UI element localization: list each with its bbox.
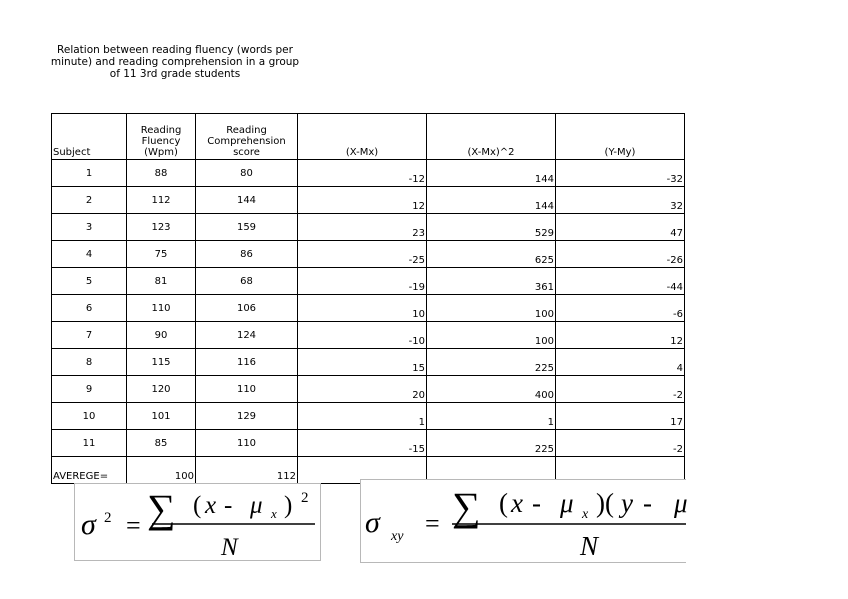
variance-formula — [74, 483, 321, 561]
average-label[interactable]: AVEREGE= — [52, 457, 127, 484]
x-deviation-squared-cell[interactable]: 400 — [427, 376, 556, 403]
covariance-formula — [360, 479, 686, 563]
sheet-title: Relation between reading fluency (words per minute) and reading comprehension in a group of 11 3rd grade students — [50, 44, 300, 80]
table-row — [52, 241, 685, 268]
x-deviation-cell[interactable]: -19 — [298, 268, 427, 295]
fluency-cell[interactable]: 81 — [127, 268, 196, 295]
table-row — [52, 268, 685, 295]
subject-cell[interactable]: 3 — [52, 214, 127, 241]
x-deviation-squared-cell[interactable]: 1 — [427, 403, 556, 430]
subject-cell[interactable]: 6 — [52, 295, 127, 322]
formula-denominator: N — [221, 534, 238, 561]
comprehension-cell[interactable]: 68 — [196, 268, 298, 295]
formula-mu-subscript: x — [271, 506, 277, 521]
formula-x: x — [511, 488, 523, 518]
y-deviation-cell[interactable]: -44 — [556, 268, 685, 295]
subject-cell[interactable]: 8 — [52, 349, 127, 376]
table-row — [52, 295, 685, 322]
y-deviation-cell[interactable]: -32 — [556, 160, 685, 187]
comprehension-cell[interactable]: 159 — [196, 214, 298, 241]
formula-y: y — [621, 488, 633, 518]
formula-open-paren: ( — [499, 488, 508, 518]
header-row — [52, 114, 685, 160]
y-deviation-cell[interactable]: -2 — [556, 376, 685, 403]
subject-cell[interactable]: 11 — [52, 430, 127, 457]
fluency-cell[interactable]: 123 — [127, 214, 196, 241]
x-deviation-squared-cell[interactable]: 100 — [427, 322, 556, 349]
formula-sum: ∑ — [452, 484, 481, 529]
formula-denominator: N — [580, 531, 599, 561]
x-deviation-squared-cell[interactable]: 225 — [427, 430, 556, 457]
x-deviation-squared-cell[interactable]: 144 — [427, 160, 556, 187]
table-row — [52, 376, 685, 403]
header-x-deviation[interactable]: (X-Mx) — [298, 114, 427, 160]
formula-minus: - — [532, 488, 541, 518]
comprehension-cell[interactable]: 144 — [196, 187, 298, 214]
subject-cell[interactable]: 1 — [52, 160, 127, 187]
y-deviation-cell[interactable]: 12 — [556, 322, 685, 349]
header-y-deviation[interactable]: (Y-My) — [556, 114, 685, 160]
formula-minus-2: - — [643, 488, 652, 518]
subject-cell[interactable]: 5 — [52, 268, 127, 295]
fluency-cell[interactable]: 120 — [127, 376, 196, 403]
formula-mu: μ — [250, 492, 263, 519]
table-row — [52, 322, 685, 349]
x-deviation-cell[interactable]: 10 — [298, 295, 427, 322]
comprehension-cell[interactable]: 116 — [196, 349, 298, 376]
x-deviation-cell[interactable]: 1 — [298, 403, 427, 430]
formula-sigma: σ — [365, 506, 380, 539]
x-deviation-squared-cell[interactable]: 361 — [427, 268, 556, 295]
y-deviation-cell[interactable]: 32 — [556, 187, 685, 214]
comprehension-cell[interactable]: 110 — [196, 376, 298, 403]
comprehension-cell[interactable]: 106 — [196, 295, 298, 322]
x-deviation-cell[interactable]: 23 — [298, 214, 427, 241]
comprehension-cell[interactable]: 124 — [196, 322, 298, 349]
x-deviation-cell[interactable]: -12 — [298, 160, 427, 187]
table-row — [52, 430, 685, 457]
fluency-cell[interactable]: 101 — [127, 403, 196, 430]
y-deviation-cell[interactable]: -6 — [556, 295, 685, 322]
comprehension-cell[interactable]: 129 — [196, 403, 298, 430]
x-deviation-cell[interactable]: -15 — [298, 430, 427, 457]
y-deviation-cell[interactable]: 47 — [556, 214, 685, 241]
table-row — [52, 187, 685, 214]
x-deviation-squared-cell[interactable]: 625 — [427, 241, 556, 268]
header-reading-fluency[interactable]: Reading Fluency (Wpm) — [127, 114, 196, 160]
x-deviation-cell[interactable]: -25 — [298, 241, 427, 268]
table-row — [52, 349, 685, 376]
x-deviation-squared-cell[interactable]: 529 — [427, 214, 556, 241]
y-deviation-cell[interactable]: -26 — [556, 241, 685, 268]
y-deviation-cell[interactable]: 4 — [556, 349, 685, 376]
formula-mu-2: μ — [674, 488, 688, 518]
formula-minus: - — [224, 492, 233, 519]
formula-sum: ∑ — [147, 486, 176, 531]
subject-cell[interactable]: 4 — [52, 241, 127, 268]
formula-equals: = — [425, 509, 440, 538]
data-table — [51, 113, 685, 484]
header-x-deviation-squared[interactable]: (X-Mx)^2 — [427, 114, 556, 160]
x-deviation-cell[interactable]: -10 — [298, 322, 427, 349]
subject-cell[interactable]: 10 — [52, 403, 127, 430]
formula-mid-parens: )( — [596, 488, 614, 518]
average-fluency[interactable]: 100 — [127, 457, 196, 484]
formula-mu-subscript: x — [582, 507, 589, 522]
comprehension-cell[interactable]: 80 — [196, 160, 298, 187]
header-subject[interactable]: Subject — [52, 114, 127, 160]
x-deviation-squared-cell[interactable]: 225 — [427, 349, 556, 376]
table-row — [52, 403, 685, 430]
formula-close-paren: ) — [284, 492, 293, 519]
fluency-cell[interactable]: 110 — [127, 295, 196, 322]
fluency-cell[interactable]: 90 — [127, 322, 196, 349]
formula-x: x — [205, 492, 217, 519]
formula-equals: = — [126, 511, 141, 540]
subject-cell[interactable]: 9 — [52, 376, 127, 403]
subject-cell[interactable]: 2 — [52, 187, 127, 214]
formula-sigma-subscript: xy — [391, 529, 404, 544]
y-deviation-cell[interactable]: -2 — [556, 430, 685, 457]
comprehension-cell[interactable]: 110 — [196, 430, 298, 457]
formula-exponent: 2 — [104, 510, 112, 526]
fluency-cell[interactable]: 115 — [127, 349, 196, 376]
x-deviation-squared-cell[interactable]: 144 — [427, 187, 556, 214]
formula-sigma: σ — [81, 508, 96, 541]
x-deviation-squared-cell[interactable]: 100 — [427, 295, 556, 322]
formula-open-paren: ( — [193, 492, 202, 519]
subject-cell[interactable]: 7 — [52, 322, 127, 349]
y-deviation-cell[interactable]: 17 — [556, 403, 685, 430]
formula-mu: μ — [560, 488, 574, 518]
formula-paren-exponent: 2 — [301, 490, 309, 506]
fluency-cell[interactable]: 75 — [127, 241, 196, 268]
average-comprehension[interactable]: 112 — [196, 457, 298, 484]
header-comprehension-score[interactable]: Reading Comprehension score — [196, 114, 298, 160]
table-row — [52, 160, 685, 187]
table-row — [52, 214, 685, 241]
comprehension-cell[interactable]: 86 — [196, 241, 298, 268]
x-deviation-cell[interactable]: 12 — [298, 187, 427, 214]
x-deviation-cell[interactable]: 15 — [298, 349, 427, 376]
fluency-cell[interactable]: 88 — [127, 160, 196, 187]
x-deviation-cell[interactable]: 20 — [298, 376, 427, 403]
fluency-cell[interactable]: 112 — [127, 187, 196, 214]
fluency-cell[interactable]: 85 — [127, 430, 196, 457]
